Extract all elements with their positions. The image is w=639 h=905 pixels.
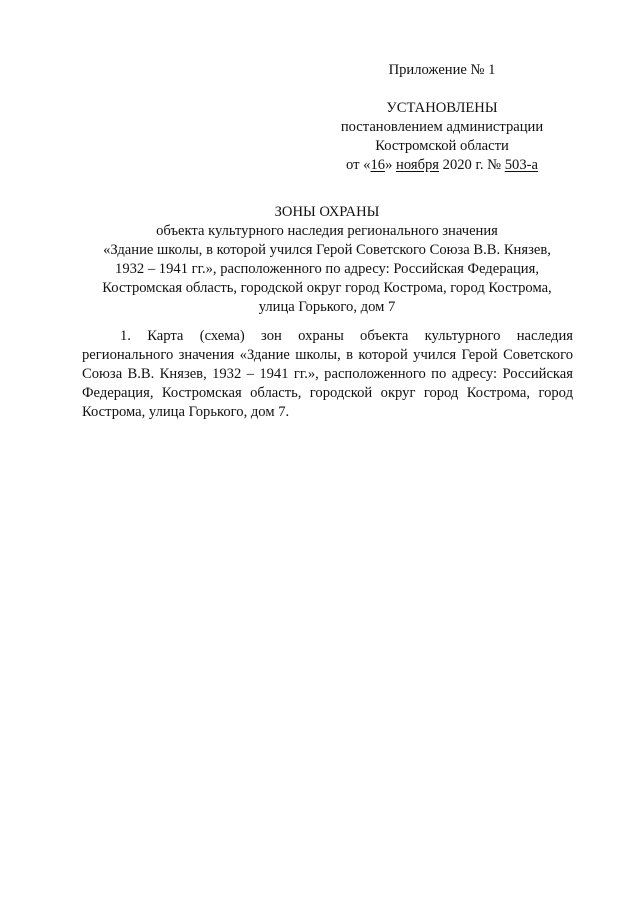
date-month: ноября xyxy=(396,157,440,173)
approved-by-line: постановлением администрации xyxy=(340,119,544,135)
body-paragraph-1: 1. Карта (схема) зон охраны объекта культурного наследия регионального значения «Здание школы, в которой учился Герой Советского Союза В.В. Князев, 1932 – 1941 гг.», расположенного по адресу: Российская Федерация, Костромская область, городской округ город Кострома, город Кострома, улица Горького, дом 7. xyxy=(82,328,573,420)
title-line-5: Костромская область, городской округ город Кострома, город Кострома, xyxy=(102,280,552,296)
resolution-number: 503-а xyxy=(504,157,538,173)
approval-date-line xyxy=(322,156,562,175)
approved-authority-line: Костромской области xyxy=(375,138,509,154)
date-year: 2020 г. № xyxy=(439,157,505,173)
date-separator: » xyxy=(385,157,397,173)
title-line-1: ЗОНЫ ОХРАНЫ xyxy=(274,204,380,220)
approved-heading: УСТАНОВЛЕНЫ xyxy=(386,100,498,116)
title-line-3: «Здание школы, в которой учился Герой Советского Союза В.В. Князев, xyxy=(103,242,551,258)
date-day: 16 xyxy=(370,157,386,173)
title-line-2: объекта культурного наследия регионального значения xyxy=(156,223,498,239)
appendix-label: Приложение № 1 xyxy=(388,62,496,78)
title-line-6: улица Горького, дом 7 xyxy=(258,299,396,315)
document-title xyxy=(60,203,594,317)
date-prefix: от « xyxy=(346,157,371,173)
title-line-4: 1932 – 1941 гг.», расположенного по адресу: Российская Федерация, xyxy=(115,261,539,277)
